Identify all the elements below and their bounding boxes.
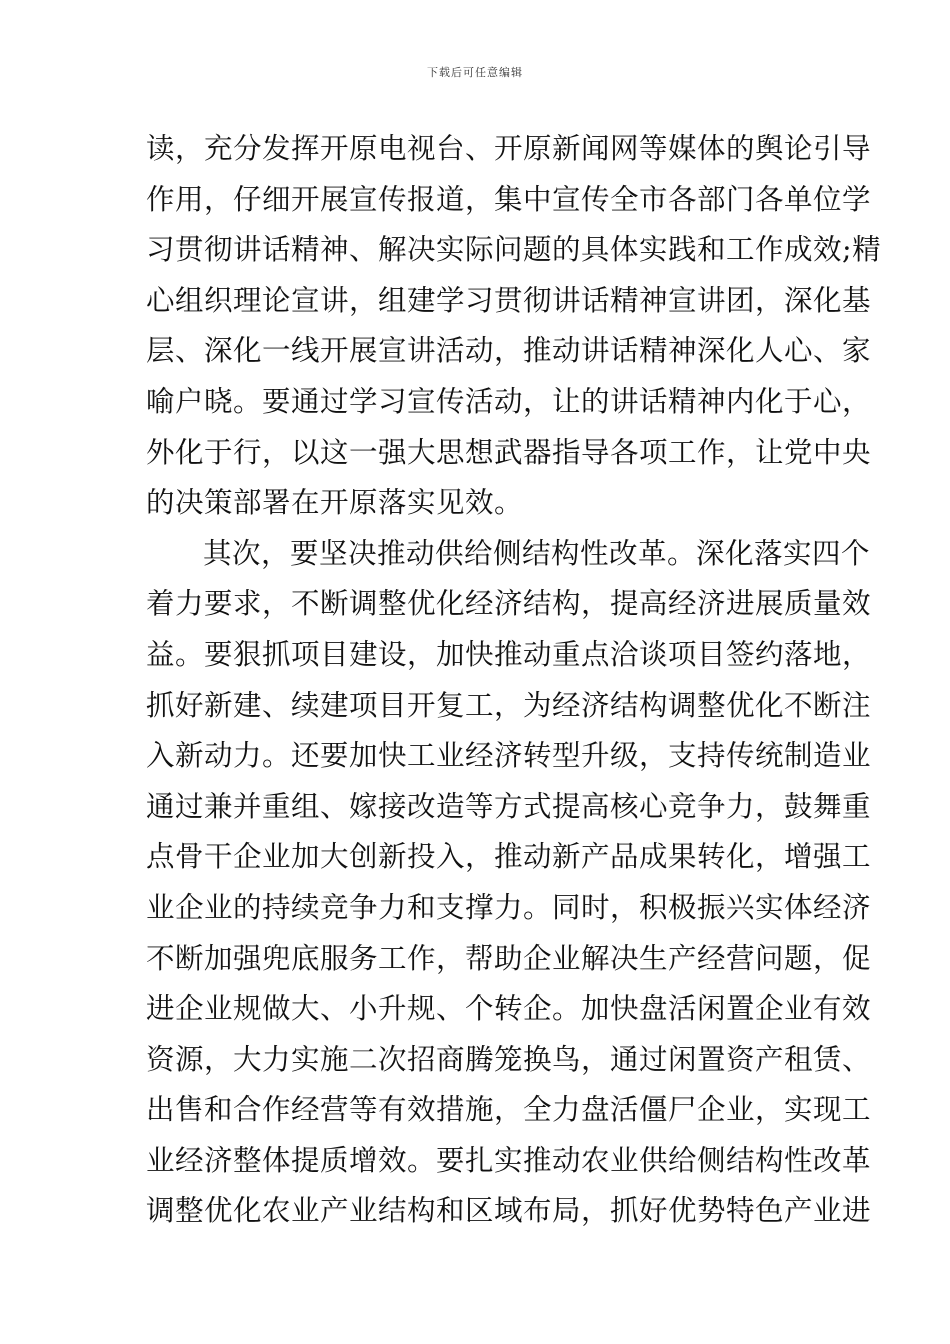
paragraph-2 <box>146 529 872 1237</box>
body-text <box>146 124 882 1237</box>
text-line: 业经济整体提质增效。要扎实推动农业供给侧结构性改革 <box>146 1143 872 1177</box>
page-header: 下载后可任意编辑 <box>427 66 523 79</box>
text-line: 调整优化农业产业结构和区域布局，抓好优势特色产业进 <box>146 1194 872 1228</box>
text-line: 通过兼并重组、嫁接改造等方式提高核心竞争力，鼓舞重 <box>146 789 872 823</box>
text-line: 进企业规做大、小升规、个转企。加快盘活闲置企业有效 <box>146 992 872 1026</box>
paragraph-1 <box>146 124 882 529</box>
text-line: 业企业的持续竞争力和支撑力。同时，积极振兴实体经济 <box>146 890 872 924</box>
text-line: 喻户晓。要通过学习宣传活动，让的讲话精神内化于心， <box>146 384 872 418</box>
text-line: 入新动力。还要加快工业经济转型升级，支持传统制造业 <box>146 739 872 773</box>
text-line: 其次，要坚决推动供给侧结构性改革。深化落实四个 <box>203 536 871 570</box>
text-line: 益。要狠抓项目建设，加快推动重点洽谈项目签约落地， <box>146 637 872 671</box>
text-line: 外化于行，以这一强大思想武器指导各项工作，让党中央 <box>146 435 872 469</box>
text-line: 习贯彻讲话精神、解决实际问题的具体实践和工作成效;精 <box>146 233 882 267</box>
text-line: 的决策部署在开原落实见效。 <box>146 486 524 520</box>
text-line: 读，充分发挥开原电视台、开原新闻网等媒体的舆论引导 <box>146 132 872 165</box>
text-line: 点骨干企业加大创新投入，推动新产品成果转化，增强工 <box>146 840 872 874</box>
text-line: 不断加强兜底服务工作，帮助企业解决生产经营问题，促 <box>146 941 872 975</box>
text-line: 着力要求，不断调整优化经济结构，提高经济进展质量效 <box>146 587 872 621</box>
text-line: 作用，仔细开展宣传报道，集中宣传全市各部门各单位学 <box>146 182 872 216</box>
text-line: 层、深化一线开展宣讲活动，推动讲话精神深化人心、家 <box>146 334 872 368</box>
text-line: 心组织理论宣讲，组建学习贯彻讲话精神宣讲团，深化基 <box>146 283 872 317</box>
text-line: 资源，大力实施二次招商腾笼换鸟，通过闲置资产租赁、 <box>146 1042 872 1076</box>
text-line: 出售和合作经营等有效措施，全力盘活僵尸企业，实现工 <box>146 1093 872 1127</box>
text-line: 抓好新建、续建项目开复工，为经济结构调整优化不断注 <box>146 688 872 722</box>
